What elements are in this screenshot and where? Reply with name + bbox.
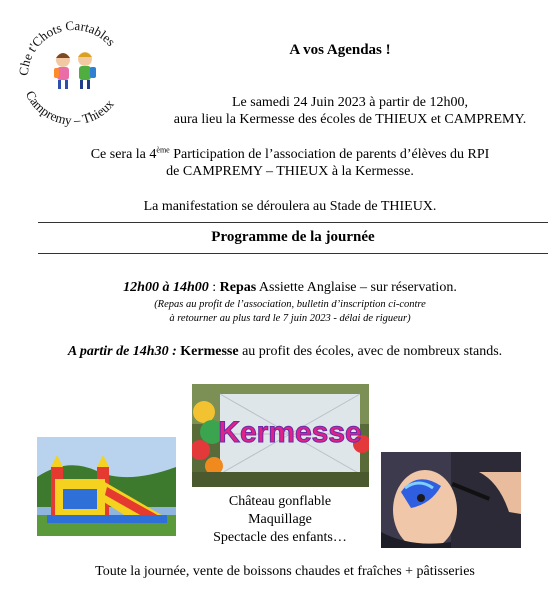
participation-paragraph xyxy=(40,146,540,180)
kermesse-line: A partir de 14h30 : Kermesse au profit des écoles, avec de nombreux stands. xyxy=(67,344,503,359)
logo-arc-text: Che t'Chots Cartables xyxy=(15,17,119,77)
activity-children-show: Spectacle des enfants… xyxy=(213,530,347,545)
divider-top xyxy=(38,222,548,223)
intro-paragraph xyxy=(150,94,550,128)
activity-face-painting: Maquillage xyxy=(248,512,312,527)
location-text: La manifestation se déroulera au Stade de THIEUX. xyxy=(143,199,437,214)
meal-label: Repas xyxy=(219,280,257,295)
footer-text: Toute la journée, vente de boissons chaudes et fraîches + pâtisseries xyxy=(95,564,475,579)
kermesse-label: Kermesse xyxy=(180,344,239,359)
sign-text: Kermesse xyxy=(218,416,362,449)
program-title: Programme de la journée xyxy=(211,229,375,245)
intro-line-2: aura lieu la Kermesse des écoles de THIEUX et CAMPREMY. xyxy=(173,112,527,127)
association-logo xyxy=(14,10,132,128)
participation-line-2: de CAMPREMY – THIEUX à la Kermesse. xyxy=(166,164,414,179)
bouncy-castle-photo xyxy=(37,437,176,536)
activity-bouncy-castle: Château gonflable xyxy=(228,494,332,509)
meal-time: 12h00 à 14h00 xyxy=(123,280,209,295)
face-painting-photo xyxy=(381,452,521,548)
kermesse-sign-photo xyxy=(192,384,369,487)
intro-line-1: Le samedi 24 Juin 2023 à partir de 12h00, xyxy=(231,95,468,110)
page-title: A vos Agendas ! xyxy=(289,42,391,58)
kids-illustration xyxy=(54,52,96,89)
logo-bottom-text: Campremy – Thieux xyxy=(22,88,117,128)
kermesse-time: A partir de 14h30 : xyxy=(67,344,177,359)
activities-list xyxy=(190,493,370,547)
svg-text:Campremy – Thieux xyxy=(23,88,117,128)
participation-line-1: Ce sera la 4ème Participation de l’association de parents d’élèves du RPI xyxy=(90,145,490,162)
divider-bottom xyxy=(38,253,548,254)
meal-line: 12h00 à 14h00 : Repas Assiette Anglaise – sur réservation. xyxy=(123,280,457,295)
meal-note: (Repas au profit de l’association, bulletin d’inscription ci-contre à retourner au plus tard le 7 juin 2023 - délai de rigueur) xyxy=(154,299,426,324)
